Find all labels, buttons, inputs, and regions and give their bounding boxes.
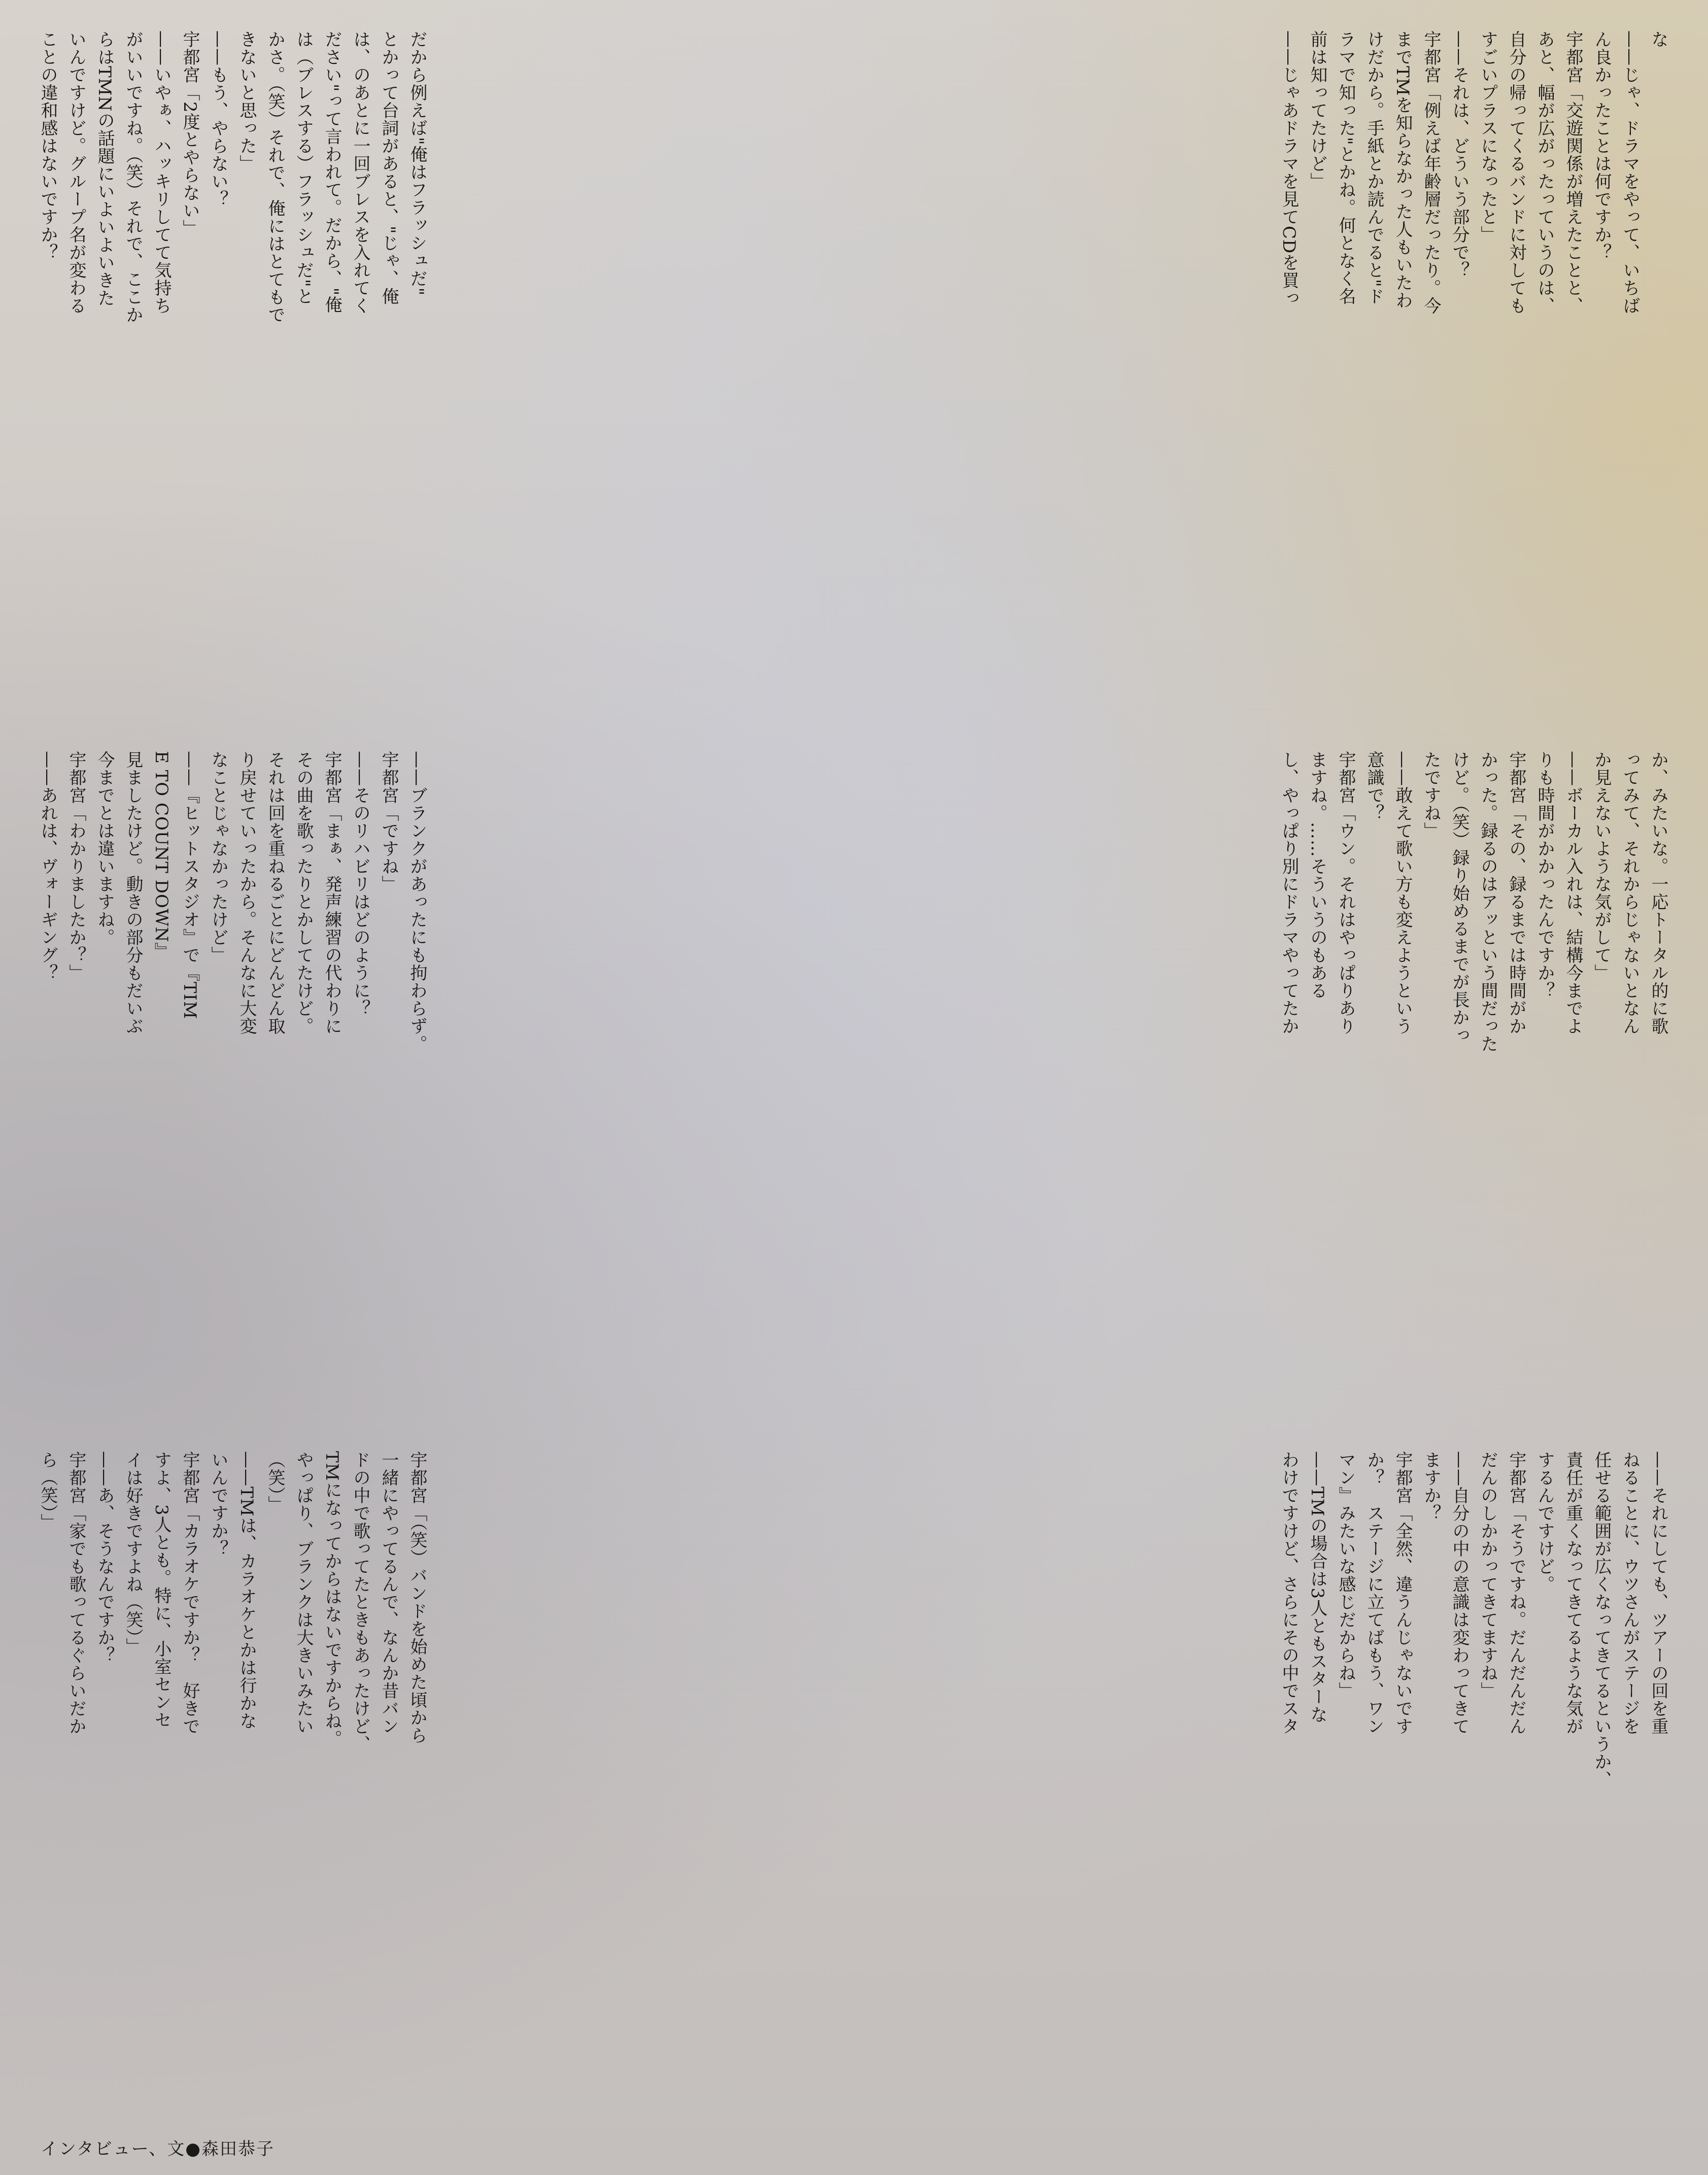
- byline: インタビュー、文●森田恭子: [41, 2139, 275, 2159]
- text-column: 宇都宮「（笑）バンドを始めた頃から 一緒にやってるんで、なんか昔バン ドの中で歌ってたときもあったけど、 TMになってからはないですからね。 やっぱり、ブランクは大きいみたい （笑）」 ——TMは、カラオケとかは行かな いんですか？ 宇都宮「カラオケですか？ 好きで すよ、3人とも。特に、小室センセ イは好きですよね（笑）」 ——あ、そうなんですか？ 宇都宮「家でも歌ってるぐらいだか ら（笑）」: [38, 1451, 427, 1753]
- text-tier-bottom: [36, 1451, 1672, 2126]
- text-tier-top: [36, 30, 1672, 731]
- text-column: ——それにしても、ツアーの回を重 ねることに、ウツさんがステージを 任せる範囲が広くなってきてるというか、 責任が重くなってきてるような気が するんですけど。 宇都宮「そうですね。だんだんだん だんのしかかってきてますね」 ——自分の中の意識は変わってきて ますか？ 宇都宮「全然、違うんじゃないです か？ ステージに立てばもう、ワン マン』みたいな感じだからね」 ——TMの場合は3人ともスターな わけですけど、さらにその中でスタ: [1279, 1451, 1668, 1788]
- text-column: な ——じゃ、ドラマをやって、いちば ん良かったことは何ですか？ 宇都宮「交遊関係が増えたことと、 あと、幅が広がったっていうのは、 自分の帰ってくるバンドに対しても すごいプラスになったと」 ——それは、どういう部分で？ 宇都宮「例えば年齢層だったり。今 までTMを知らなかった人もいたわ けだから。手紙とか読んでると"ド ラマで知った"とかね。何となく名 前は知ってたけど」 ——じゃあドラマを見てCDを買っ: [1279, 30, 1668, 315]
- text-column: ——ブランクがあったにも拘わらず。 宇都宮「ですね」 ——そのリハビリはどのように？ 宇都宮「まぁ、発声練習の代わりに その曲を歌ったりとかしてたけど。 それは回を重ねるごとにどんどん取 り戻せていったから。そんなに大変 なことじゃなかったけど」 ——『ヒットスタジオ』で『TIM E TO COUNT DOWN』 見ましたけど。動きの部分もだいぶ 今までとは違いますね。 宇都宮「わかりましたか？」 ——あれは、ヴォーギング？: [38, 751, 427, 1053]
- text-tier-middle: [36, 751, 1672, 1431]
- text-column: だから例えば"俺はフラッシュだ" とかって台詞があると、"じゃ、俺 は、のあとに一回ブレスを入れてく ださい"って言われて。だから、"俺 は（ブレスする）フラッシュだ"と かさ。（笑）それで、俺にはとてもで きないと思った」 ——もう、やらない？ 宇都宮「2度とやらない」 ——いやぁ、ハッキリしてて気持ち がいいですね。（笑）それで、ここか らはTMNの話題にいよいよいきた いんですけど。グループ名が変わる ことの違和感はないですか？: [38, 30, 427, 324]
- text-column: か、みたいな。一応トータル的に歌 ってみて、それからじゃないとなん か見えないような気がして」 ——ボーカル入れは、結構今までよ りも時間がかかったんですか？ 宇都宮「その、録るまでは時間がか かった。録るのはアッという間だった けど。（笑）録り始めるまでが長かっ たですね」 ——敢えて歌い方も変えようという 意識で？ 宇都宮「ウン。それはやっぱりあり ますね。……そういうのもある し、やっぱり別にドラマやってたか: [1279, 751, 1668, 1053]
